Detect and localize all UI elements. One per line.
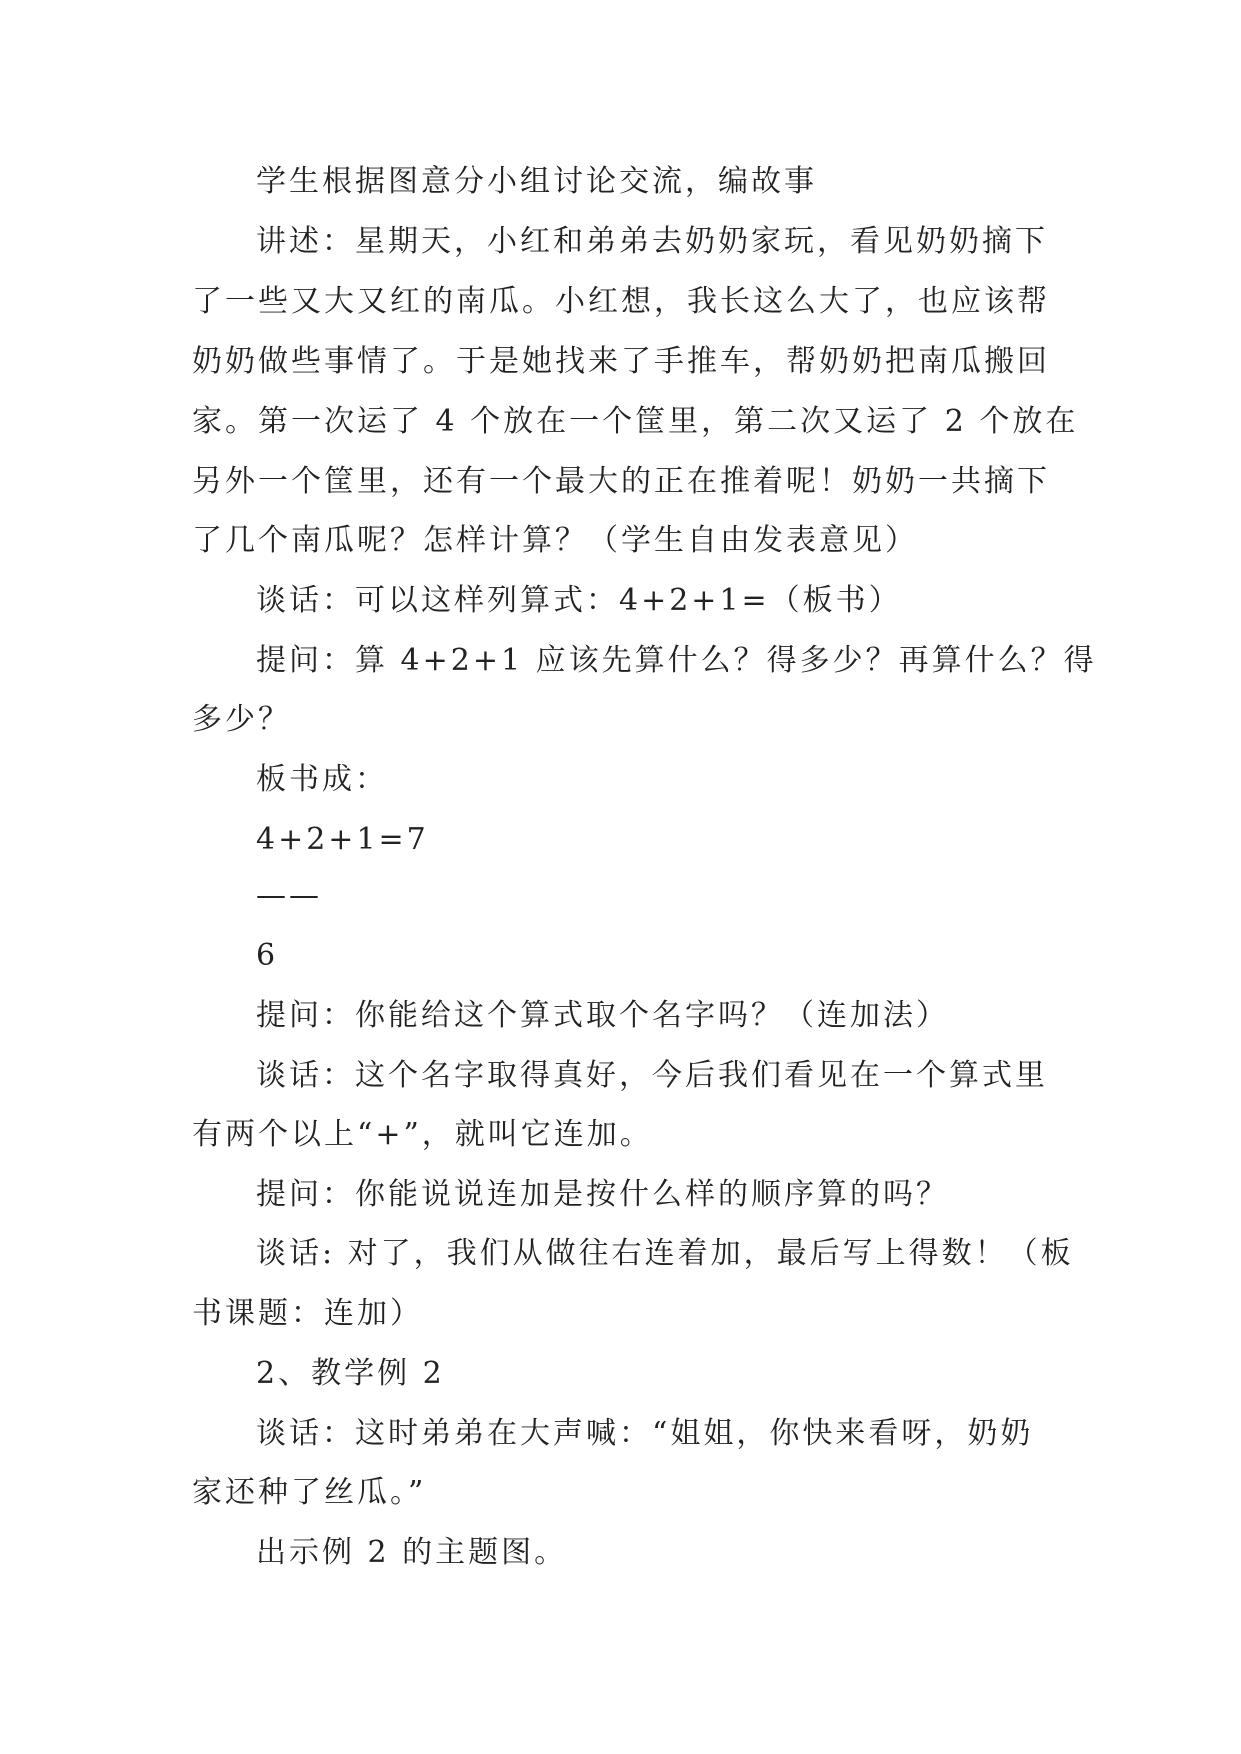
text-line: 家。第一次运了 4 个放在一个筐里，第二次又运了 2 个放在: [192, 404, 1079, 439]
text-line: 出示例 2 的主题图。: [256, 1535, 568, 1570]
text-line: 谈话：这时弟弟在大声喊：“姐姐，你快来看呀，奶奶: [256, 1416, 1034, 1451]
text-line: 4+2+1=7: [256, 822, 429, 857]
text-line: 谈话: 对了，我们从做往右连着加，最后写上得数！（板: [256, 1236, 1074, 1271]
text-line: 提问：你能给这个算式取个名字吗？（连加法）: [256, 998, 949, 1033]
text-line: 奶奶做些事情了。于是她找来了手推车，帮奶奶把南瓜搬回: [192, 344, 1050, 379]
text-line: 提问：算 4+2+1 应该先算什么？得多少？再算什么？得: [256, 643, 1097, 678]
text-line: 学生根据图意分小组讨论交流，编故事: [256, 164, 817, 199]
text-line: 了几个南瓜呢？怎样计算？（学生自由发表意见）: [192, 523, 918, 558]
text-line: 多少？: [192, 702, 291, 737]
text-line: 书课题：连加）: [192, 1296, 423, 1331]
text-line: 2、教学例 2: [256, 1356, 445, 1391]
text-line: ——: [256, 878, 322, 913]
text-line: 谈话：可以这样列算式：4+2+1=（板书）: [256, 583, 902, 618]
text-line: 谈话：这个名字取得真好，今后我们看见在一个算式里: [256, 1058, 1048, 1093]
text-line: 板书成：: [256, 762, 388, 797]
text-line: 6: [256, 938, 279, 973]
text-line: 了一些又大又红的南瓜。小红想，我长这么大了，也应该帮: [192, 284, 1050, 319]
text-line: 另外一个筐里，还有一个最大的正在推着呢！奶奶一共摘下: [192, 464, 1050, 499]
text-line: 有两个以上“+”，就叫它连加。: [192, 1117, 653, 1152]
text-line: 提问：你能说说连加是按什么样的顺序算的吗？: [256, 1177, 949, 1212]
text-line: 家还种了丝瓜。”: [192, 1475, 427, 1510]
text-line: 讲述：星期天，小红和弟弟去奶奶家玩，看见奶奶摘下: [256, 224, 1048, 259]
